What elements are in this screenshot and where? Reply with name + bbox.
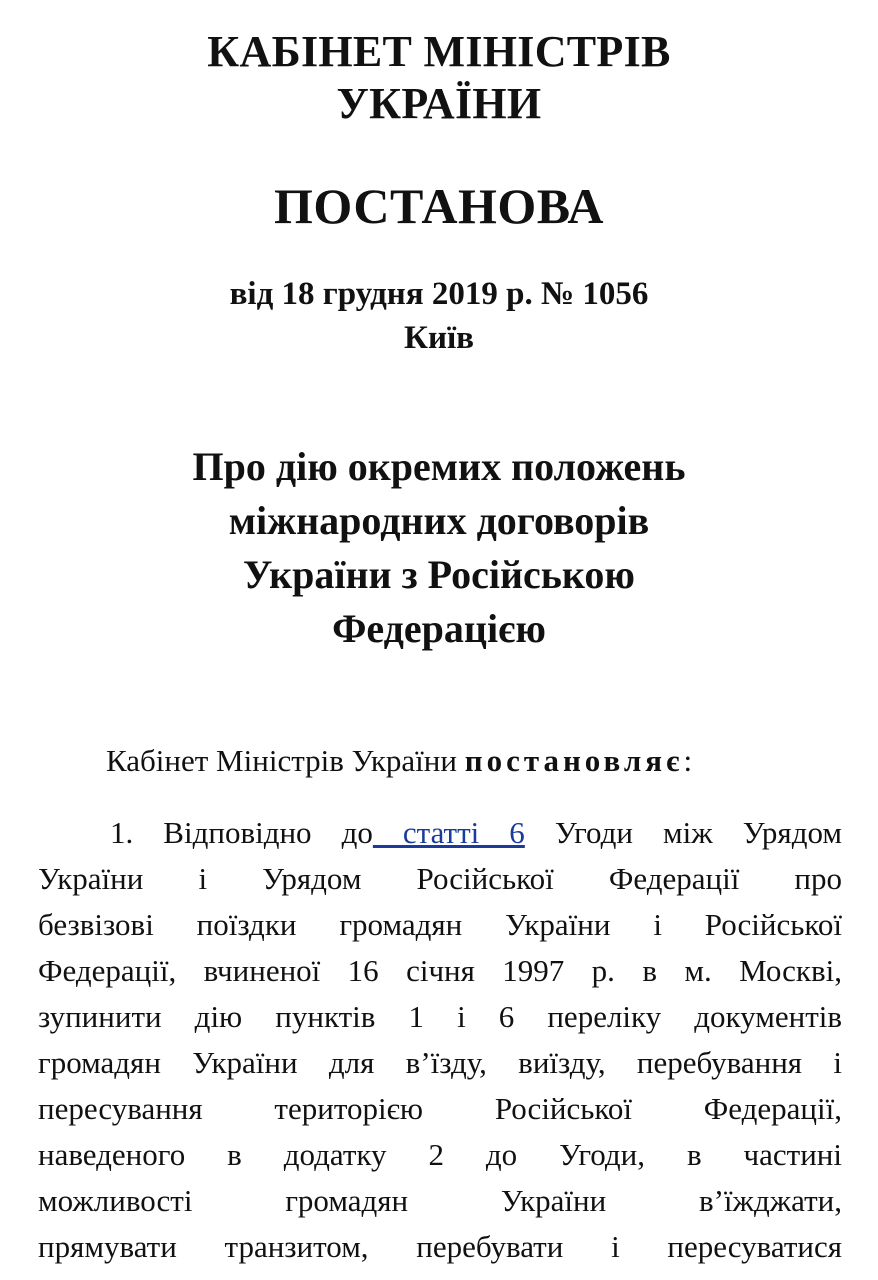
title-line: Про дію окремих положень bbox=[192, 444, 686, 489]
issuer-line-2: УКРАЇНИ bbox=[336, 79, 542, 128]
document-type: ПОСТАНОВА bbox=[273, 178, 605, 234]
title-line: Федерацією bbox=[332, 606, 546, 651]
paragraph-line: зупинити дію пунктів 1 і 6 переліку документів bbox=[38, 999, 842, 1034]
paragraph-line: України і Урядом Російської Федерації про bbox=[38, 861, 842, 896]
paragraph-line: громадян України для в’їзду, виїзду, перебування і bbox=[38, 1045, 842, 1080]
paragraph-line: пересування територією Російської Федерації, bbox=[38, 1091, 842, 1126]
title-line: України з Російською bbox=[243, 552, 635, 597]
document-meta bbox=[0, 272, 878, 360]
paragraph-1 bbox=[38, 810, 842, 1270]
paragraph-line: Федерації, вчиненої 16 січня 1997 р. в м. Москві, bbox=[38, 953, 842, 988]
city: Київ bbox=[404, 320, 474, 356]
paragraph-line: безвізові поїздки громадян України і Російської bbox=[38, 907, 842, 942]
paragraph-line: прямувати транзитом, перебувати і пересуватися bbox=[38, 1229, 842, 1264]
paragraph-text: 1. Відповідно до bbox=[110, 815, 373, 850]
preamble bbox=[106, 738, 692, 784]
paragraph-text: Угоди між Урядом bbox=[524, 815, 842, 850]
preamble-colon: : bbox=[683, 743, 693, 778]
document-title bbox=[0, 440, 878, 656]
issuer-line-1: КАБІНЕТ МІНІСТРІВ bbox=[207, 27, 671, 76]
article-6-link[interactable]: статті 6 bbox=[372, 815, 525, 850]
paragraph-line: можливості громадян України в’їжджати, bbox=[38, 1183, 842, 1218]
paragraph-line: наведеного в додатку 2 до Угоди, в частині bbox=[38, 1137, 842, 1172]
title-line: міжнародних договорів bbox=[228, 498, 650, 543]
date-and-number: від 18 грудня 2019 р. № 1056 bbox=[229, 276, 649, 312]
preamble-text: Кабінет Міністрів України bbox=[106, 743, 465, 778]
issuer-heading bbox=[0, 26, 878, 130]
paragraph-line bbox=[38, 810, 842, 856]
preamble-emphasis: постановляє bbox=[464, 743, 684, 778]
